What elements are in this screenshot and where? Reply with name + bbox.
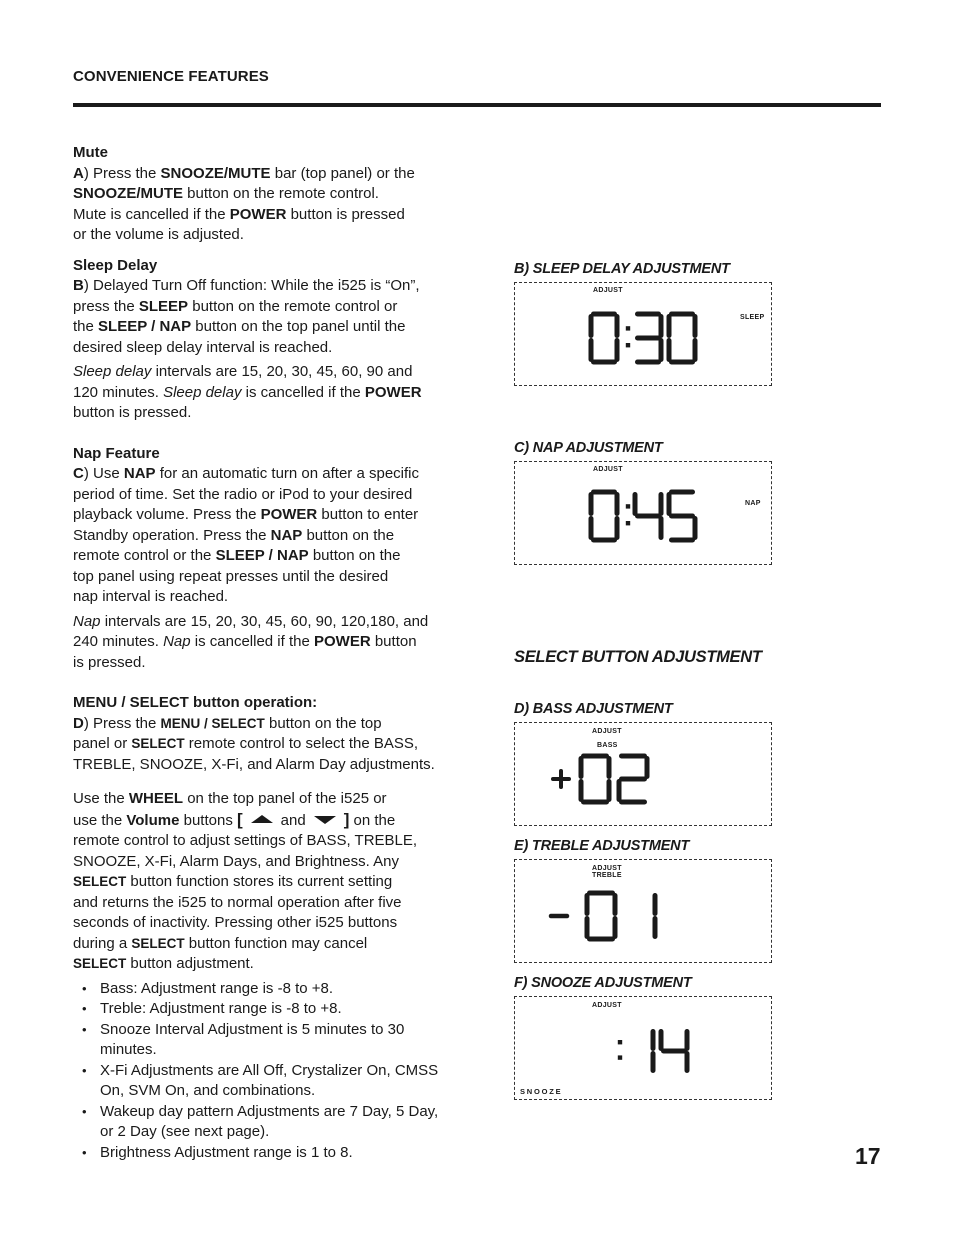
caption-treble: E) TREBLE ADJUSTMENT xyxy=(514,838,690,854)
menu-heading: MENU / SELECT button operation: xyxy=(73,694,318,711)
mute-heading: Mute xyxy=(73,144,108,161)
adjust-label: ADJUST xyxy=(592,865,622,872)
sleep-intervals: Sleep delay intervals are 15, 20, 30, 45, 60, 90 and 120 minutes. Sleep delay is cancelled if the POWER button is pressed. xyxy=(73,363,422,421)
sleep-heading: Sleep Delay xyxy=(73,256,158,274)
adjust-label: ADJUST xyxy=(592,728,622,735)
lcd-sleep-display xyxy=(514,282,772,386)
caption-snooze: F) SNOOZE ADJUSTMENT xyxy=(514,975,692,991)
caption-sleep-delay: B) SLEEP DELAY ADJUSTMENT xyxy=(514,261,730,277)
lcd-nap-display xyxy=(514,461,772,565)
lcd-treble-display xyxy=(514,859,772,963)
adjust-label: ADJUST xyxy=(592,1002,622,1009)
caption-nap: C) NAP ADJUSTMENT xyxy=(514,440,663,456)
lcd-colon-dot xyxy=(618,1040,622,1044)
lcd-colon-dot xyxy=(626,326,630,330)
treble-indicator: TREBLE xyxy=(592,872,622,879)
lcd-snooze-digits xyxy=(515,997,773,1101)
volume-up-icon xyxy=(251,815,273,823)
nap-intervals: Nap intervals are 15, 20, 30, 45, 60, 90, 120,180, and 240 minutes. Nap is cancelled if the POWER button is pressed. xyxy=(73,612,429,671)
list-item: • X-Fi Adjustments are All Off, Crystalizer On, CMSS On, SVM On, and combinations. xyxy=(100,1061,443,1102)
lcd-snooze-display xyxy=(514,996,772,1100)
left-column xyxy=(73,143,443,1163)
lcd-treble-digits xyxy=(515,860,773,964)
snooze-indicator: SNOOZE xyxy=(520,1087,563,1096)
header-rule xyxy=(73,103,881,107)
list-item: • Treble: Adjustment range is -8 to +8. xyxy=(100,999,443,1020)
sleep-paragraph: B) Delayed Turn Off function: While the i525 is “On”, press the SLEEP button on the remote control or the SLEEP / NAP button on the top panel until the desired sleep delay interval is reached. xyxy=(73,277,420,356)
caption-bass: D) BASS ADJUSTMENT xyxy=(514,701,673,717)
lcd-sleep-digits xyxy=(515,283,773,387)
menu-paragraph: D) Press the MENU / SELECT button on the top panel or SELECT remote control to select the BASS, TREBLE, SNOOZE, X-Fi, and Alarm Day adjustments. xyxy=(73,714,435,773)
lcd-colon-dot xyxy=(626,521,630,525)
nap-paragraph: C) Use NAP for an automatic turn on after a specific period of time. Set the radio or iPod to your desired playback volume. Press the POWER button to enter Standby operation. Press the NAP button on the remote control or the SLEEP / NAP button on the top panel using repeat presses until the desired nap interval is reached. xyxy=(73,465,419,605)
adjustment-list xyxy=(73,979,443,1164)
lcd-bass-digits xyxy=(515,723,773,827)
lcd-colon-dot xyxy=(618,1055,622,1059)
wheel-paragraph: Use the WHEEL on the top panel of the i525 or use the Volume buttons [ and ] on the remote control to adjust settings of BASS, TREBLE, SNOOZE, X-Fi, Alarm Days, and Brightness. Any SELECT button function stores its current setting and returns the i525 to normal operation after five seconds of inactivity. Pressing other i525 buttons during a SELECT button function may cancel SELECT button adjustment. xyxy=(73,790,418,972)
select-section-title: SELECT BUTTON ADJUSTMENT xyxy=(514,648,762,666)
list-item: • Brightness Adjustment range is 1 to 8. xyxy=(100,1143,443,1164)
list-item: • Wakeup day pattern Adjustments are 7 Day, 5 Day, or 2 Day (see next page). xyxy=(100,1102,443,1143)
list-item: • Snooze Interval Adjustment is 5 minutes to 30 minutes. xyxy=(100,1020,443,1061)
page-number: 17 xyxy=(855,1143,881,1169)
adjust-label: ADJUST xyxy=(593,466,623,473)
nap-indicator: NAP xyxy=(745,500,761,507)
mute-paragraph: A) Press the SNOOZE/MUTE bar (top panel) or the SNOOZE/MUTE button on the remote control. Mute is cancelled if the POWER button is pressed or the volume is adjusted. xyxy=(73,164,415,243)
list-item: • Bass: Adjustment range is -8 to +8. xyxy=(100,979,443,1000)
sleep-indicator: SLEEP xyxy=(740,314,765,321)
lcd-nap-digits xyxy=(515,462,773,566)
volume-down-icon xyxy=(314,816,336,824)
lcd-colon-dot xyxy=(626,504,630,508)
page-header: CONVENIENCE FEATURES xyxy=(73,68,269,85)
lcd-colon-dot xyxy=(626,343,630,347)
nap-heading: Nap Feature xyxy=(73,444,160,462)
adjust-label: ADJUST xyxy=(593,287,623,294)
lcd-bass-display xyxy=(514,722,772,826)
bass-indicator: BASS xyxy=(597,742,618,749)
